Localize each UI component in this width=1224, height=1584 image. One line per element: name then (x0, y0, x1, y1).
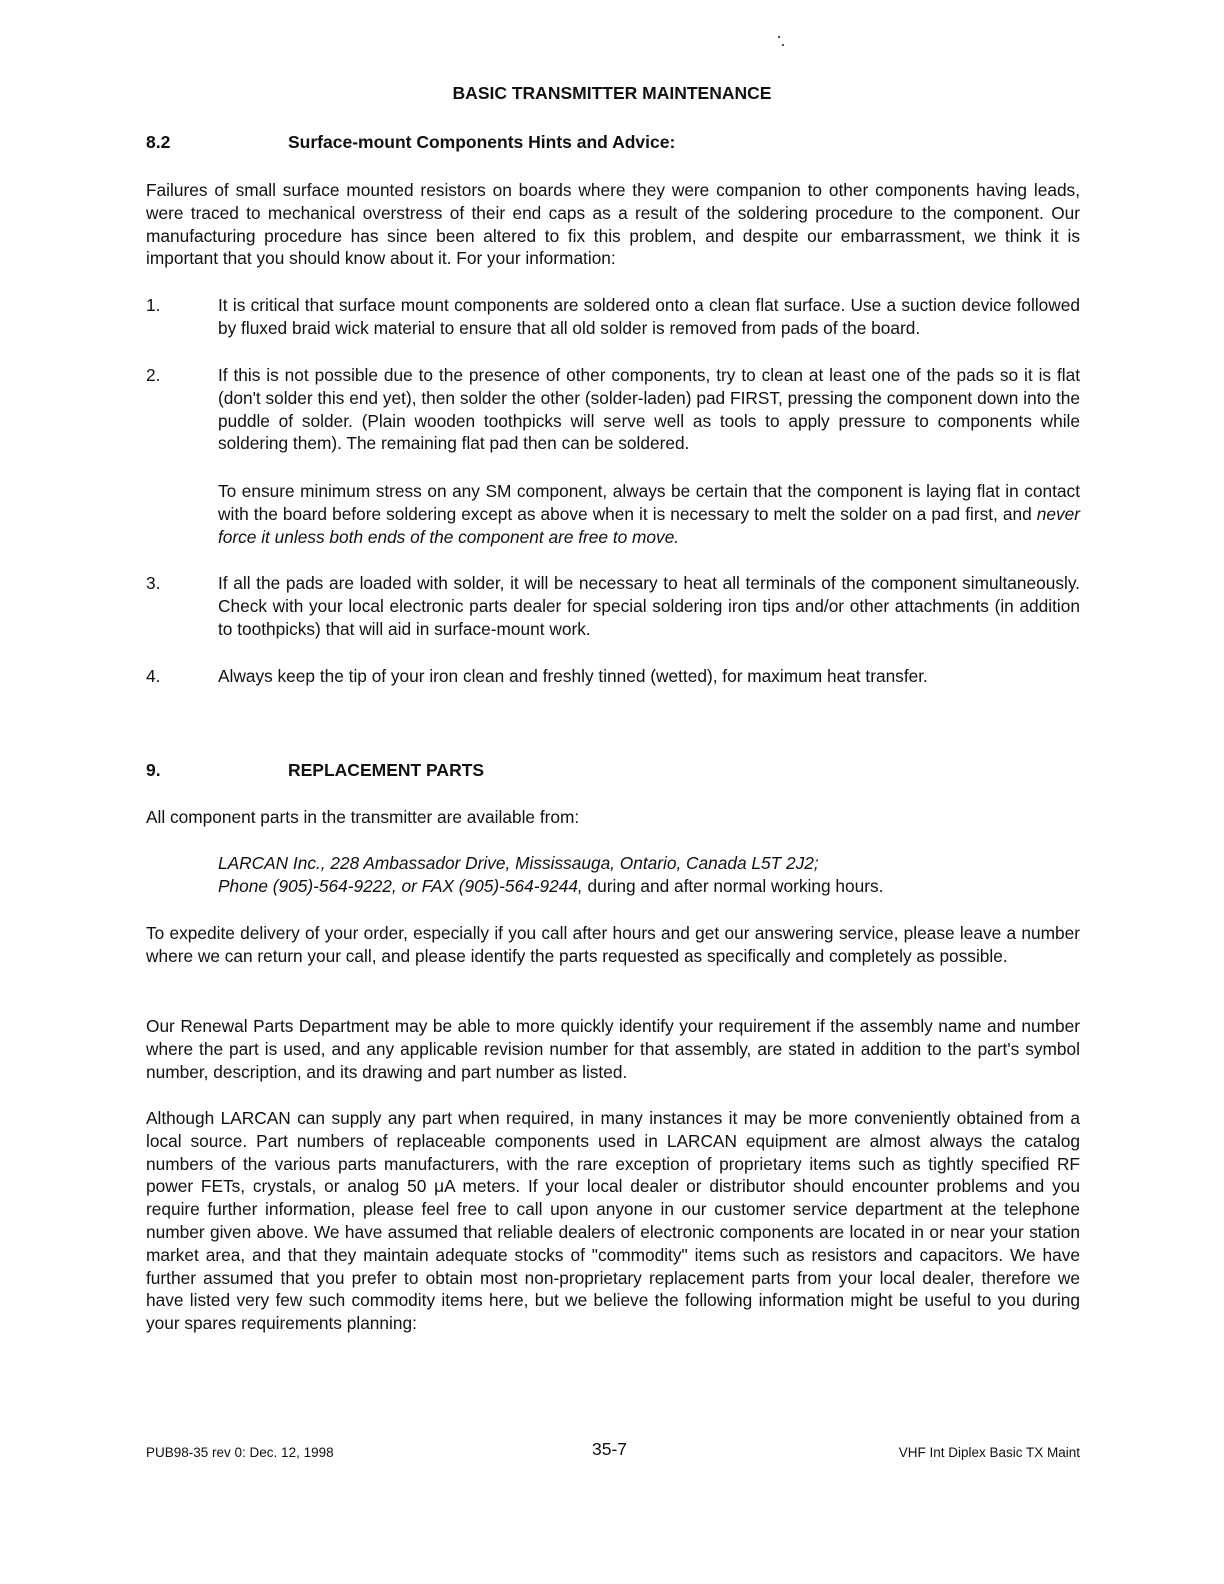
footer-page-number: 35-7 (592, 1439, 628, 1459)
intro-paragraph: Failures of small surface mounted resistors on boards where they were companion to other components having leads, were traced to mechanical overstress of their end caps as a result of the soldering procedure to the component. Our manufacturing procedure has since been altered to fix this problem, and despite our embarrassment, we think it is important that you should know about it. For your information: (146, 180, 1080, 269)
stress-note-paragraph (218, 480, 1080, 548)
list-item-3 (146, 572, 1080, 640)
list-number: 1. (146, 295, 161, 315)
section-number: 9. (146, 760, 161, 780)
stress-note-text: To ensure minimum stress on any SM component, always be certain that the component is laying flat in contact with the board before soldering except as above when it is necessary to melt the solder on a pad first, and (218, 481, 1080, 524)
stress-note-emphasis: never force it unless both ends of the component are free to move. (218, 503, 1080, 547)
list-text: It is critical that surface mount components are soldered onto a clean flat surface. Use a suction device followed by fluxed braid wick material to ensure that all old solder is removed from pads of the board. (218, 295, 1080, 338)
expedite-paragraph: To expedite delivery of your order, especially if you call after hours and get our answering service, please leave a number where we can return your call, and please identify the parts requested as specifically and completely as possible. (146, 923, 1080, 966)
phone-fax-line: Phone (905)-564-9222, or FAX (905)-564-9244, during and after normal working hours. (218, 875, 884, 896)
list-number: 4. (146, 666, 161, 686)
local-source-paragraph: Although LARCAN can supply any part when required, in many instances it may be more conveniently obtained from a local source. Part numbers of replaceable components used in LARCAN equipment are almost always the catalog numbers of the various parts manufacturers, with the rare exception of proprietary items such as tightly specified RF power FETs, crystals, or analog 50 μA meters. If your local dealer or distributor should encounter problems and you require further information, please feel free to call upon anyone in our customer service department at the telephone number given above. We have assumed that reliable dealers of electronic components are located in or near your station market area, and that they maintain adequate stocks of "commodity" items such as resistors and capacitors. We have further assumed that you prefer to obtain most non-proprietary replacement parts from your local dealer, therefore we have listed very few such commodity items here, but we believe the following information might be useful to you during your spares requirements planning: (146, 1108, 1080, 1334)
list-item-1 (146, 294, 1080, 340)
section-number: 8.2 (146, 132, 171, 152)
list-item-4 (146, 665, 1080, 688)
address-line: LARCAN Inc., 228 Ambassador Drive, Mississauga, Ontario, Canada L5T 2J2; (218, 853, 819, 873)
availability-paragraph: All component parts in the transmitter are available from: (146, 807, 580, 827)
list-text: Always keep the tip of your iron clean and freshly tinned (wetted), for maximum heat transfer. (218, 666, 928, 686)
list-item-2 (146, 364, 1080, 455)
list-number: 2. (146, 365, 161, 385)
footer-document-id: PUB98-35 rev 0: Dec. 12, 1998 (146, 1445, 334, 1460)
list-text: If all the pads are loaded with solder, it will be necessary to heat all terminals of the component simultaneously. Check with your local electronic parts dealer for special soldering iron tips and/or other attachments (in addition to toothpicks) that will aid in surface-mount work. (218, 573, 1080, 639)
footer-document-title: VHF Int Diplex Basic TX Maint (898, 1445, 1080, 1460)
renewal-parts-paragraph: Our Renewal Parts Department may be able to more quickly identify your requirement if the assembly name and number where the part is used, and any applicable revision number for that assembly, are stated in addition to the part's symbol number, description, and its drawing and part number as listed. (146, 1016, 1080, 1082)
page-title: BASIC TRANSMITTER MAINTENANCE (452, 83, 772, 103)
section-title: Surface-mount Components Hints and Advice: (288, 132, 676, 152)
list-text: If this is not possible due to the presence of other components, try to clean at least one of the pads so it is flat (don't solder this end yet), then solder the other (solder-laden) pad FIRST, pressing the component down into the puddle of solder. (Plain wooden toothpicks will serve well as tools to apply pressure to components while soldering them). The remaining flat pad then can be soldered. (218, 365, 1080, 454)
section-title: REPLACEMENT PARTS (288, 760, 485, 780)
list-number: 3. (146, 573, 161, 593)
contact-address (218, 852, 1080, 898)
